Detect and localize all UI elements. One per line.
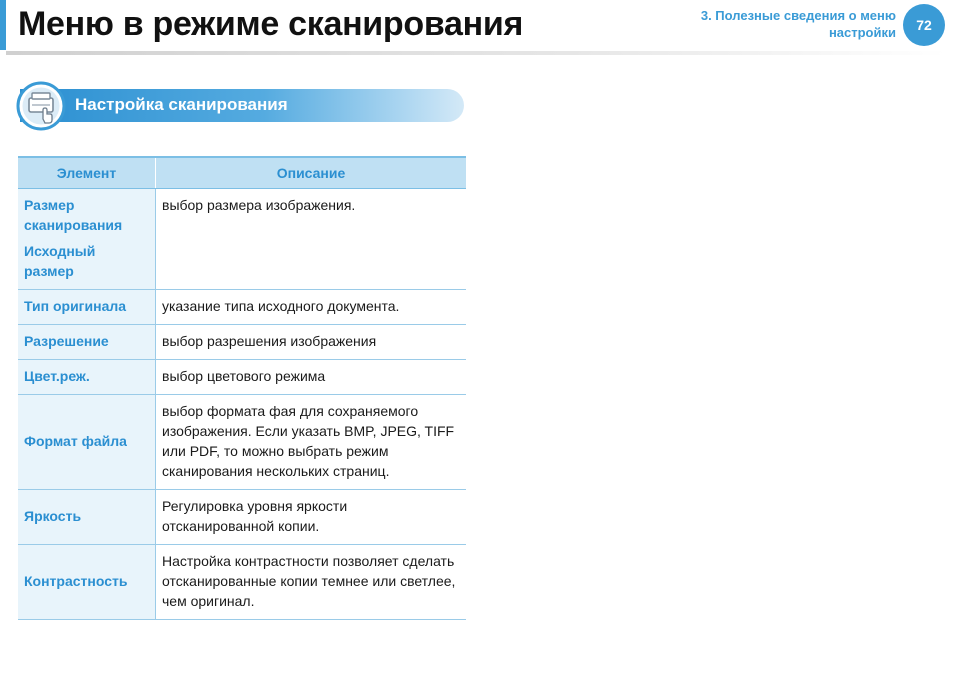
row-element-cell [18,395,156,490]
header-accent-bar [0,0,6,50]
row-element-cell [18,360,156,395]
section-title: Настройка сканирования [75,95,288,114]
table-row [18,290,466,325]
row-element-label: Контрастность [24,573,128,589]
row-element-cell [18,490,156,545]
row-element-label: Размер сканирования [24,197,123,233]
row-element-cell [18,189,156,290]
row-element-label: Цвет.реж. [24,368,90,384]
row-description: выбор цветового режима [156,360,467,395]
table-row [18,360,466,395]
table-row [18,490,466,545]
row-element-label: Формат файла [24,433,127,449]
row-description: выбор разрешения изображения [156,325,467,360]
row-element-label: Тип оригинала [24,298,127,314]
row-description: указание типа исходного документа. [156,290,467,325]
chapter-link[interactable] [656,7,896,41]
row-element-cell [18,290,156,325]
scanner-icon [16,81,66,131]
table-row [18,545,466,620]
column-header-description: Описание [156,157,467,189]
page-title: Меню в режиме сканирования [18,5,523,43]
scan-settings-table [18,156,466,620]
row-element-label: Разрешение [24,333,109,349]
table-row [18,325,466,360]
header-divider [6,51,946,55]
chapter-link-line-2: настройки [828,25,896,40]
row-element-cell [18,545,156,620]
table-row [18,189,466,290]
page-number-badge: 72 [903,4,945,46]
row-description: Настройка контрастности позволяет сделать отсканированные копии темнее или светлее, чем оригинал. [156,545,467,620]
table-header-row [18,157,466,189]
row-element-label: Исходный размер [24,243,96,279]
row-description: Регулировка уровня яркости отсканированной копии. [156,490,467,545]
column-header-element: Элемент [18,157,156,189]
row-description: выбор формата фая для сохраняемого изображения. Если указать BMP, JPEG, TIFF или PDF, то можно выбрать режим сканирования нескольких страниц. [156,395,467,490]
row-description: выбор размера изображения. [156,189,467,290]
row-element-label: Яркость [24,508,82,524]
table-row [18,395,466,490]
chapter-link-line-1: 3. Полезные сведения о меню [700,8,896,23]
row-element-cell [18,325,156,360]
